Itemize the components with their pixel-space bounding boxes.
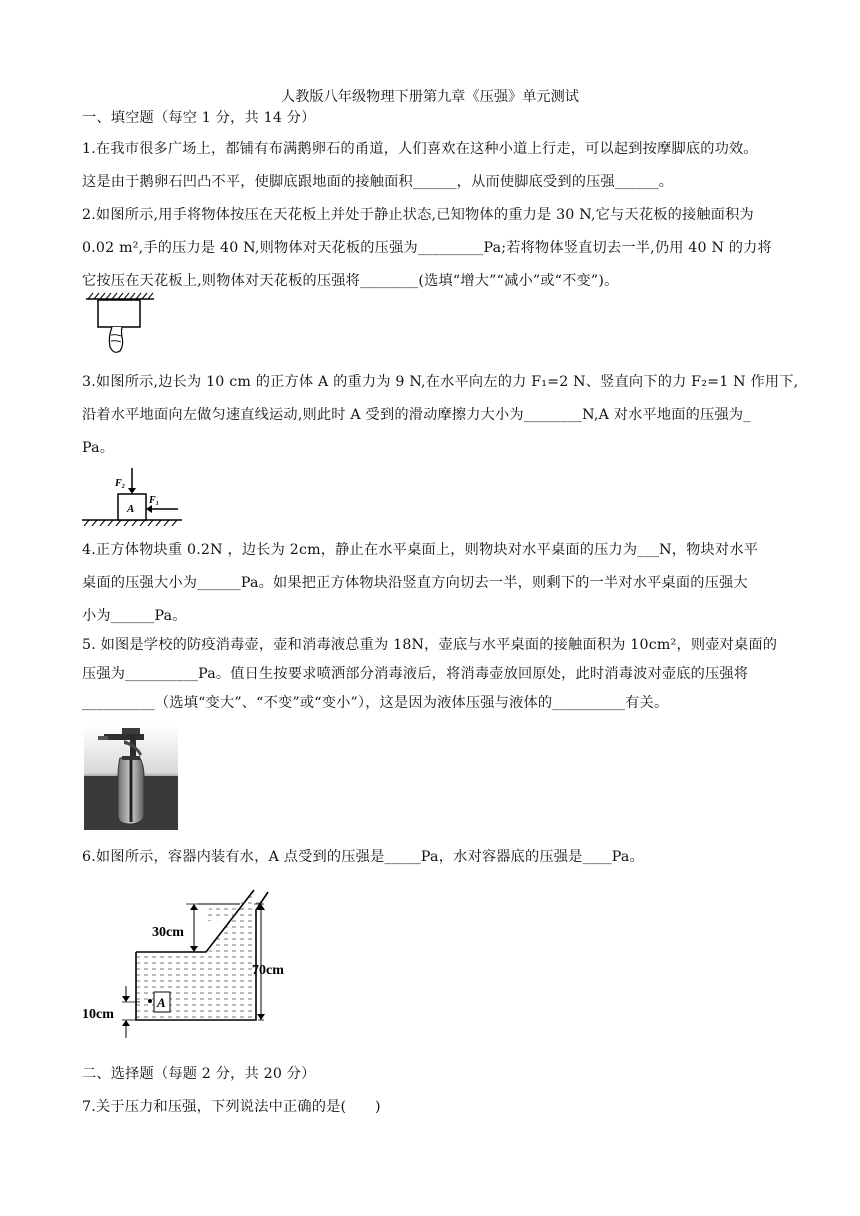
height-10cm-label: 10cm: [82, 1007, 114, 1022]
q2-figure: [84, 291, 164, 361]
q5-line-1: 5. 如图是学校的防疫消毒壶，壶和消毒液总重为 18N，壶底与水平桌面的接触面积为 10cm²，则壶对桌面的: [82, 637, 778, 653]
q5-line-2: 压强为__________Pa。值日生按要求喷洒部分消毒液后，将消毒壶放回原处，此时消毒波对壶底的压强将: [82, 666, 749, 682]
height-30cm-label: 30cm: [152, 925, 184, 940]
q3-line-3: Pa。: [82, 440, 115, 456]
q1-line-2: 这是由于鹅卵石凹凸不平，使脚底跟地面的接触面积______，从而使脚底受到的压强______。: [82, 174, 674, 190]
section-heading-fill-in: 一、填空题（每空 1 分，共 14 分）: [82, 110, 316, 126]
q5-sprayer-photo: [84, 726, 178, 830]
height-70cm-label: 70cm: [252, 963, 284, 978]
q2-line-2: 0.02 m²,手的压力是 40 N,则物体对天花板的压强为_________Pa;若将物体竖直切去一半,仍用 40 N 的力将: [82, 240, 772, 256]
q4-line-1: 4.正方体物块重 0.2N ，边长为 2cm，静止在水平桌面上，则物块对水平桌面的压力为___N，物块对水平: [82, 542, 759, 558]
f1-label: F₁: [149, 495, 160, 506]
q2-line-1: 2.如图所示,用手将物体按压在天花板上并处于静止状态,已知物体的重力是 30 N,它与天花板的接触面积为: [82, 207, 754, 223]
q7-line: 7.关于压力和压强，下列说法中正确的是( ): [82, 1099, 381, 1115]
q4-line-2: 桌面的压强大小为______Pa。如果把正方体物块沿竖直方向切去一半，则剩下的一半对水平桌面的压强大: [82, 575, 748, 591]
q1-line-1: 1.在我市很多广场上，都铺有布满鹅卵石的甬道，人们喜欢在这种小道上行走，可以起到按摩脚底的功效。: [82, 141, 758, 157]
q5-line-3: __________（选填“变大”、“不变”或“变小”），这是因为液体压强与液体的__________有关。: [82, 695, 669, 711]
q6-line: 6.如图所示，容器内装有水，A 点受到的压强是_____Pa，水对容器底的压强是____Pa。: [82, 849, 644, 865]
q4-line-3: 小为______Pa。: [82, 608, 187, 624]
f2-label: F₂: [115, 478, 126, 489]
q3-line-1: 3.如图所示,边长为 10 cm 的正方体 A 的重力为 9 N,在水平向左的力 F₁=2 N、竖直向下的力 F₂=1 N 作用下,: [82, 374, 799, 390]
block-a-label: A: [127, 503, 135, 515]
q3-figure: [82, 462, 192, 530]
point-a-label: A: [157, 995, 166, 1010]
q6-container-figure: [80, 882, 320, 1042]
q2-line-3: 它按压在天花板上,则物体对天花板的压强将________(选填“增大”“减小”或“不变”)。: [82, 273, 619, 289]
document-title: 人教版八年级物理下册第九章《压强》单元测试: [281, 89, 579, 105]
section-heading-multiple-choice: 二、选择题（每题 2 分，共 20 分）: [82, 1066, 316, 1082]
q3-line-2: 沿着水平地面向左做匀速直线运动,则此时 A 受到的滑动摩擦力大小为________N,A 对水平地面的压强为_: [82, 407, 751, 423]
